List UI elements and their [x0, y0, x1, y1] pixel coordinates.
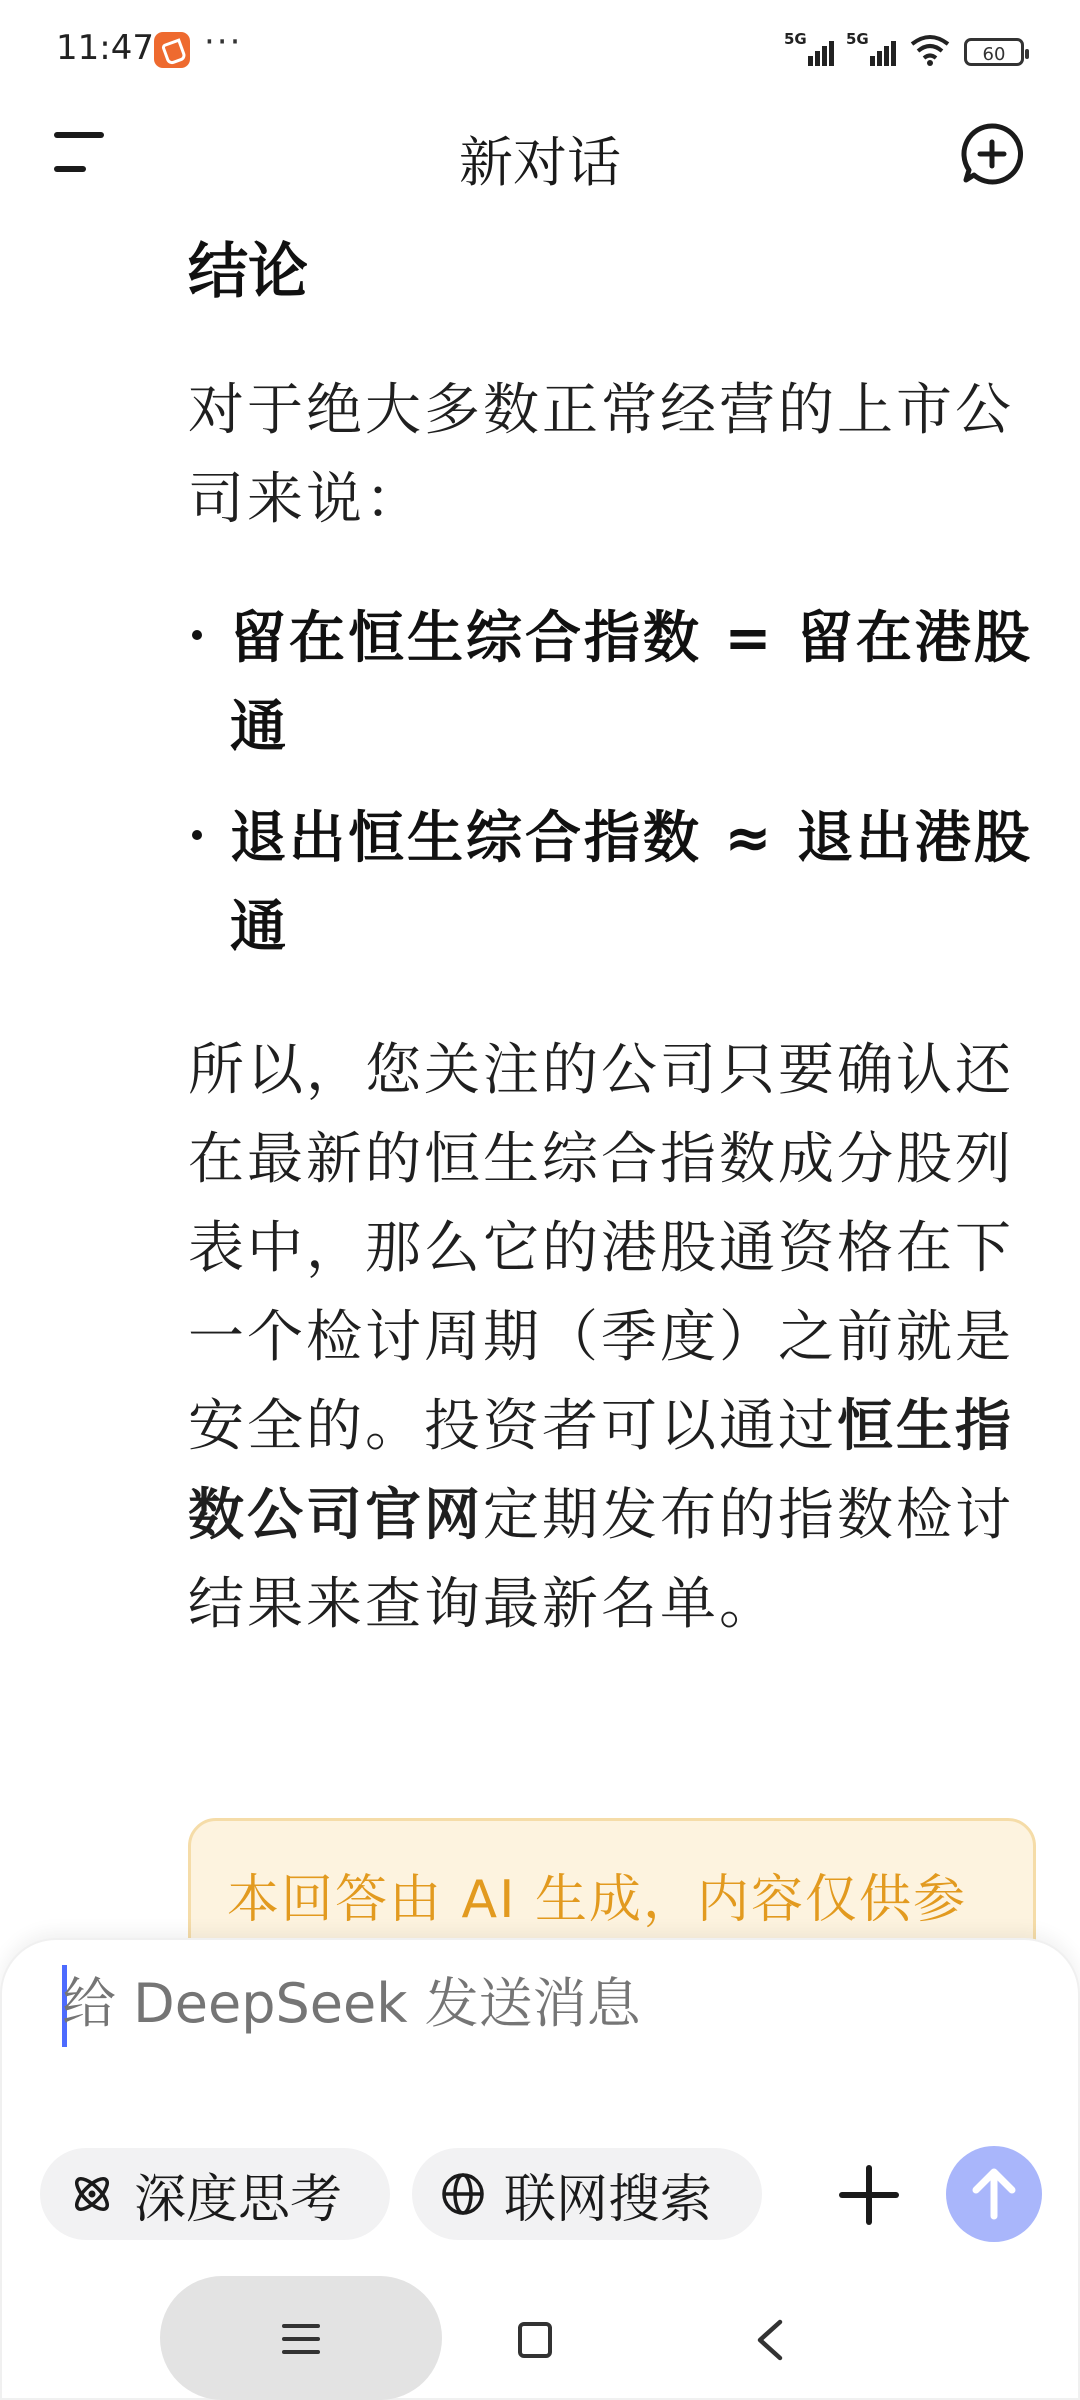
home-icon[interactable] [518, 2322, 552, 2358]
web-search-label: 联网搜索 [504, 2169, 713, 2230]
list-item-text: 留在恒生综合指数 = 留在港股通 [230, 606, 1033, 760]
bell-app-icon [154, 32, 190, 68]
globe-icon [440, 2171, 486, 2217]
assistant-message [188, 232, 1038, 1649]
list-item [188, 794, 1038, 972]
status-indicators [786, 30, 1024, 66]
ai-disclaimer-notice: 本回答由 AI 生成，内容仅供参 [188, 1818, 1036, 1978]
web-search-button[interactable] [412, 2148, 762, 2240]
message-paragraph [188, 1026, 1038, 1649]
message-heading: 结论 [188, 237, 308, 307]
list-item [188, 594, 1038, 772]
wifi-icon [910, 34, 950, 66]
list-item-text: 退出恒生综合指数 ≈ 退出港股通 [230, 806, 1033, 960]
battery-icon: 60 [964, 38, 1024, 66]
new-chat-icon[interactable] [960, 122, 1024, 186]
arrow-up-icon [946, 2146, 1042, 2242]
signal-5g-1-icon [786, 30, 834, 66]
message-input[interactable] [62, 1958, 962, 2048]
deep-think-label: 深度思考 [134, 2169, 343, 2230]
status-time: 11:47 [56, 28, 154, 68]
bullet-dot [192, 630, 202, 640]
paragraph-text: 定期发布的指数检讨结果来查询最新名单。 [188, 1483, 1014, 1637]
send-button[interactable] [946, 2146, 1042, 2242]
back-icon[interactable] [752, 2318, 788, 2362]
network-type-label: 5G [784, 30, 807, 48]
system-nav-bar [0, 2260, 1080, 2400]
atom-icon [68, 2170, 116, 2218]
status-bar [0, 0, 1080, 96]
paragraph-bold-text: 恒生指数公司官网 [188, 1394, 1014, 1548]
plus-icon[interactable] [838, 2164, 900, 2226]
paragraph-text: 所以，您关注的公司只要确认还在最新的恒生综合指数成分股列表中，那么它的港股通资格在下一个检讨周期（季度）之前就是安全的。投资者可以通过 [188, 1038, 1014, 1459]
message-intro: 对于绝大多数正常经营的上市公司来说： [188, 378, 1014, 532]
signal-5g-2-icon [848, 30, 896, 66]
page-title: 新对话 [459, 131, 621, 194]
recent-apps-icon[interactable] [282, 2322, 320, 2356]
more-notifications-indicator: ··· [204, 22, 243, 62]
bullet-dot [192, 830, 202, 840]
app-header [0, 100, 1080, 210]
network-type-label: 5G [846, 30, 869, 48]
deep-think-button[interactable] [40, 2148, 390, 2240]
bullet-list [188, 594, 1038, 972]
